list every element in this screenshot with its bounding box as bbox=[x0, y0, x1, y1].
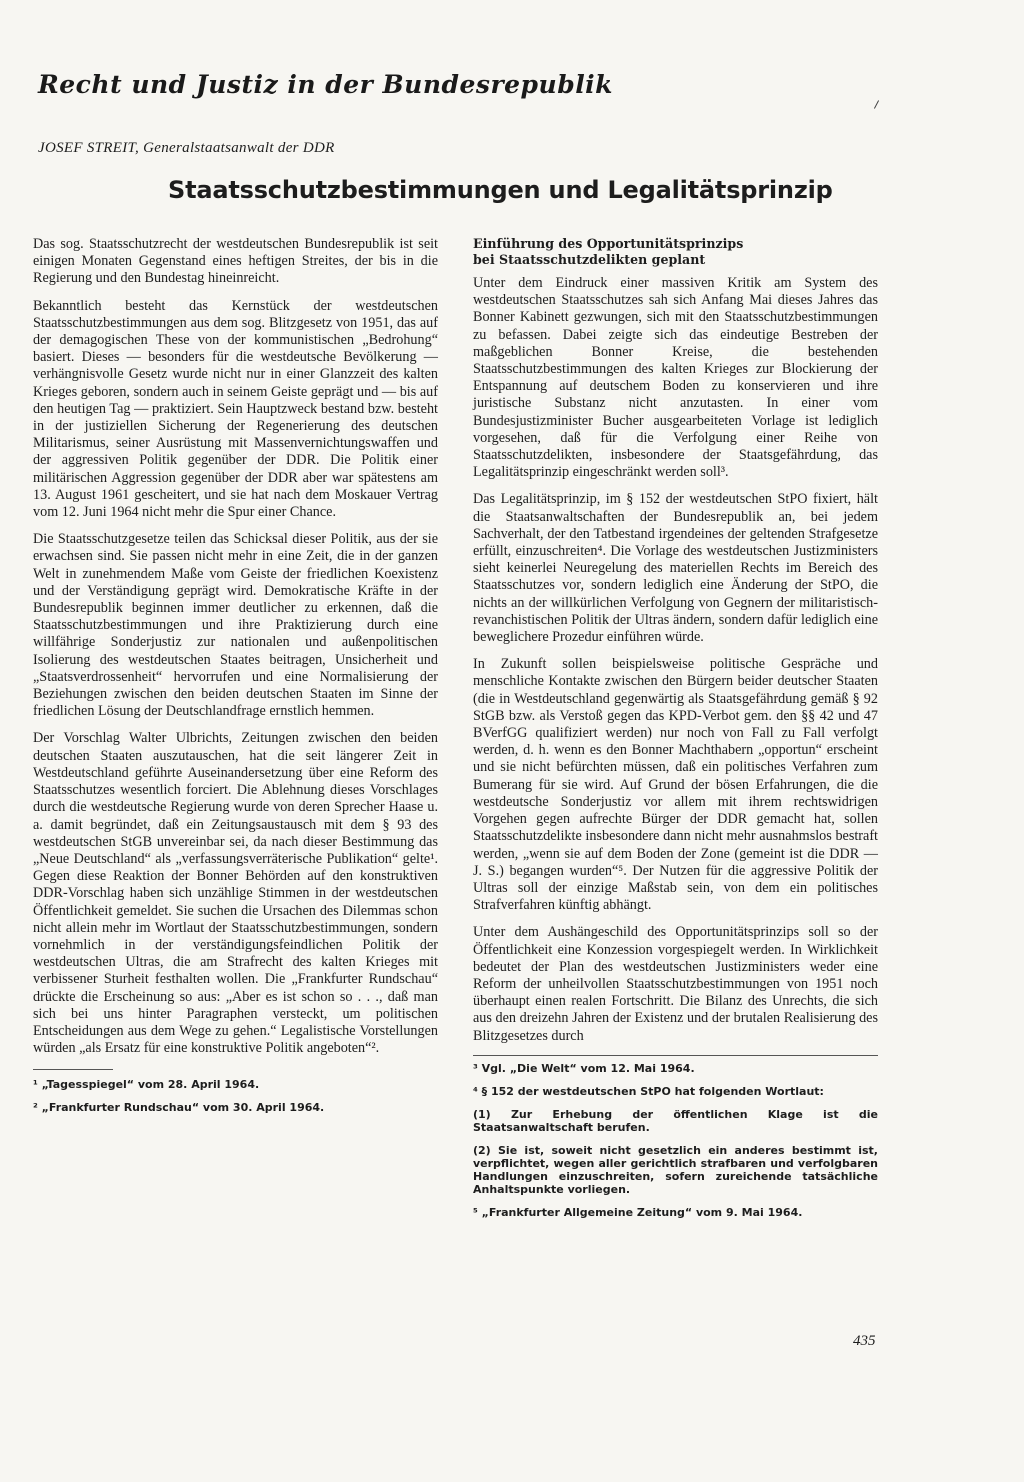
footnote: (1) Zur Erhebung der öffentlichen Klage ist die Staatsanwaltschaft berufen. bbox=[473, 1107, 878, 1134]
footnote: (2) Sie ist, soweit nicht gesetzlich ein anderes bestimmt ist, verpflichtet, wegen aller gerichtlich strafbaren und verfolgbaren Handlungen einzuschreiten, sofern zureichende tatsächliche Anhaltspunkte vorliegen. bbox=[473, 1143, 878, 1196]
paragraph: Der Vorschlag Walter Ulbrichts, Zeitungen zwischen den beiden deutschen Staaten auszutauschen, hat die seit längerer Zeit in Westdeutschland geführte Auseinandersetzung über eine Reform des Staatsschutzes wesentlich forciert. Die Ablehnung dieses Vorschlages durch die westdeutsche Regierung wurde von deren Sprecher Haase u. a. damit begründet, daß ein Zeitungsaustausch mit dem § 93 des westdeutschen StGB unvereinbar sei, da nach dieser Bestimmung das „Neue Deutschland“ als „verfassungsverräterische Publikation“ gelte¹. Gegen diese Reaktion der Bonner Behörden auf den konstruktiven DDR-Vorschlag haben sich unzählige Stimmen in der westdeutschen Öffentlichkeit gemeldet. Sie suchen die Ursachen des Dilemmas schon nicht allein mehr im Wortlaut der Staatsschutzbestimmungen, sondern vornehmlich in der verständigungsfeindlichen Politik der westdeutschen Ultras, die am Strafrecht des kalten Krieges mit verbissener Sturheit festhalten wollen. Die „Frankfurter Rundschau“ drückte die Erscheinung so aus: „Aber es ist schon so . . ., daß man sich bei uns hinter Paragraphen versteckt, um politischen Entscheidungen aus dem Wege zu gehen.“ Legalistische Vorstellungen würden „als Ersatz für eine konstruktive Politik angeboten“². bbox=[33, 730, 438, 1057]
pencil-mark bbox=[874, 100, 879, 108]
paragraph: Unter dem Aushängeschild des Opportunitätsprinzips soll so der Öffentlichkeit eine Konzession vorgespiegelt werden. In Wirklichkeit bedeutet der Plan des westdeutschen Justizministers weder eine Reform der unheilvollen Staatsschutzbestimmungen von 1951 noch überhaupt einen realen Fortschritt. Die Bilanz des Unrechts, die sich aus den dreizehn Jahren der Existenz und der brutalen Realisierung des Blitzgesetzes durch bbox=[473, 924, 878, 1044]
author-line: JOSEF STREIT, Generalstaatsanwalt der DDR bbox=[38, 140, 335, 156]
paragraph: Die Staatsschutzgesetze teilen das Schicksal dieser Politik, aus der sie erwachsen sind. Sie passen nicht mehr in eine Zeit, die in der ganzen Welt in zunehmendem Maße vom Geiste der friedlichen Koexistenz und der Verständigung geprägt wird. Demokratische Kräfte in der Bundesrepublik beginnen immer deutlicher zu erkennen, daß die Staatsschutzbestimmungen und ihre Praktizierung durch eine willfährige Sonderjustiz zur nationalen und außenpolitischen Isolierung des westdeutschen Staates beitragen, Unsicherheit und „Staatsverdrossenheit“ hervorrufen und eine Normalisierung der Beziehungen zwischen den beiden deutschen Staaten im Sinne der friedlichen Lösung der Deutschlandfrage ernstlich hemmen. bbox=[33, 531, 438, 720]
right-column bbox=[473, 236, 878, 1229]
paragraph: Bekanntlich besteht das Kernstück der westdeutschen Staatsschutzbestimmungen aus dem sog. Blitzgesetz von 1951, das auf der demagogischen These von der kommunistischen „Bedrohung“ basiert. Dieses — besonders für die westdeutsche Bevölkerung — verhängnisvolle Gesetz wurde nicht nur in einer Glanzzeit des kalten Krieges geboren, sondern auch in seinem Geiste geprägt und — bis auf den heutigen Tag — praktiziert. Sein Hauptzweck bestand bzw. besteht in der justiziellen Sicherung der Regenerierung des deutschen Militarismus, seiner Ausrüstung mit Massenvernichtungswaffen und der aggressiven Politik gegenüber der DDR. Die Politik einer militärischen Aggression gegenüber der DDR aber war spätestens am 13. August 1961 gescheitert, und sie hat nach dem Moskauer Vertrag vom 12. Juni 1964 nicht mehr die Spur einer Chance. bbox=[33, 297, 438, 521]
footnote-divider bbox=[33, 1069, 113, 1070]
footnote: ⁴ § 152 der westdeutschen StPO hat folgenden Wortlaut: bbox=[473, 1084, 824, 1098]
footnote-divider bbox=[473, 1055, 878, 1056]
paragraph: Das Legalitätsprinzip, im § 152 der westdeutschen StPO fixiert, hält die Staatsanwaltschaften der Bundesrepublik an, bei jedem Sachverhalt, der den Tatbestand irgendeines der geltenden Strafgesetze erfüllt, einzuschreiten⁴. Die Vorlage des westdeutschen Justizministers sieht keinerlei Neuregelung des materiellen Rechts im Bereich des Staatsschutzes vor, sondern lediglich eine Änderung der StPO, die nichts an der willkürlichen Verfolgung von Gegnern der militaristisch-revanchistischen Politik der Ultras ändern, sondern dafür lediglich eine beweglichere Prozedur einführen würde. bbox=[473, 491, 878, 646]
subheading-line-1: Einführung des Opportunitätsprinzips bbox=[473, 236, 744, 251]
section-title: Recht und Justiz in der Bundesrepublik bbox=[38, 70, 614, 99]
article-headline: Staatsschutzbestimmungen und Legalitätsprinzip bbox=[168, 176, 833, 204]
paragraph: In Zukunft sollen beispielsweise politische Gespräche und menschliche Kontakte zwischen den Bürgern beider deutscher Staaten (die in Westdeutschland gegenwärtig als Staatsgefährdung gemäß § 92 StGB bzw. als Verstoß gegen das KPD-Verbot gem. den §§ 42 und 47 BVerfGG qualifiziert werden) nur noch von Fall zu Fall verfolgt werden, d. h. wenn es den Bonner Machthabern „opportun“ erscheint und sie nicht befürchten müssen, daß ein politisches Verfahren zum Bumerang für sie wird. Auf Grund der bösen Erfahrungen, die die westdeutsche Sonderjustiz vor allem mit ihrem rechtswidrigen Vorgehen gegen aufrechte Bürger der DDR gemacht hat, sollen Staatsschutzdelikte insbesondere dann nicht mehr ausnahmslos bestraft werden, „wenn sie auf dem Boden der Zone (gemeint ist die DDR — J. S.) begangen wurden“⁵. Der Nutzen für die aggressive Politik der Ultras soll der einzige Maßstab sein, von dem ein politisches Strafverfahren künftig abhängt. bbox=[473, 656, 878, 914]
paragraph: Unter dem Eindruck einer massiven Kritik am System des westdeutschen Staatsschutzes sah sich Anfang Mai dieses Jahres das Bonner Kabinett gezwungen, sich mit den Staatsschutzbestimmungen zu befassen. Dabei zeigte sich das eindeutige Bestreben der maßgeblichen Bonner Kreise, die bestehenden Staatsschutzbestimmungen des kalten Krieges zur Blockierung der Entspannung auf deutschem Boden zu konservieren und ihre juristische Substanz nicht anzutasten. In einer vom Bundesjustizminister Bucher ausgearbeiteten Vorlage ist lediglich vorgesehen, daß für die Verfolgung einer Reihe von Staatsschutzdelikten, insbesondere der Staatsgefährdung, das Legalitätsprinzip eingeschränkt werden soll³. bbox=[473, 275, 878, 481]
footnote: ⁵ „Frankfurter Allgemeine Zeitung“ vom 9. Mai 1964. bbox=[473, 1205, 803, 1219]
paragraph: Das sog. Staatsschutzrecht der westdeutschen Bundesrepublik ist seit einigen Monaten Gegenstand eines heftigen Streites, der bis in die Regierung und den Bundestag hineinreicht. bbox=[33, 236, 438, 287]
subheading-line-2: bei Staatsschutzdelikten geplant bbox=[473, 252, 706, 267]
page-number: 435 bbox=[853, 1333, 876, 1349]
footnote: ³ Vgl. „Die Welt“ vom 12. Mai 1964. bbox=[473, 1061, 695, 1075]
footnote: ² „Frankfurter Rundschau“ vom 30. April 1964. bbox=[33, 1101, 325, 1115]
left-column bbox=[33, 236, 438, 1124]
subheading bbox=[473, 236, 878, 268]
footnote: ¹ „Tagesspiegel“ vom 28. April 1964. bbox=[33, 1078, 260, 1092]
